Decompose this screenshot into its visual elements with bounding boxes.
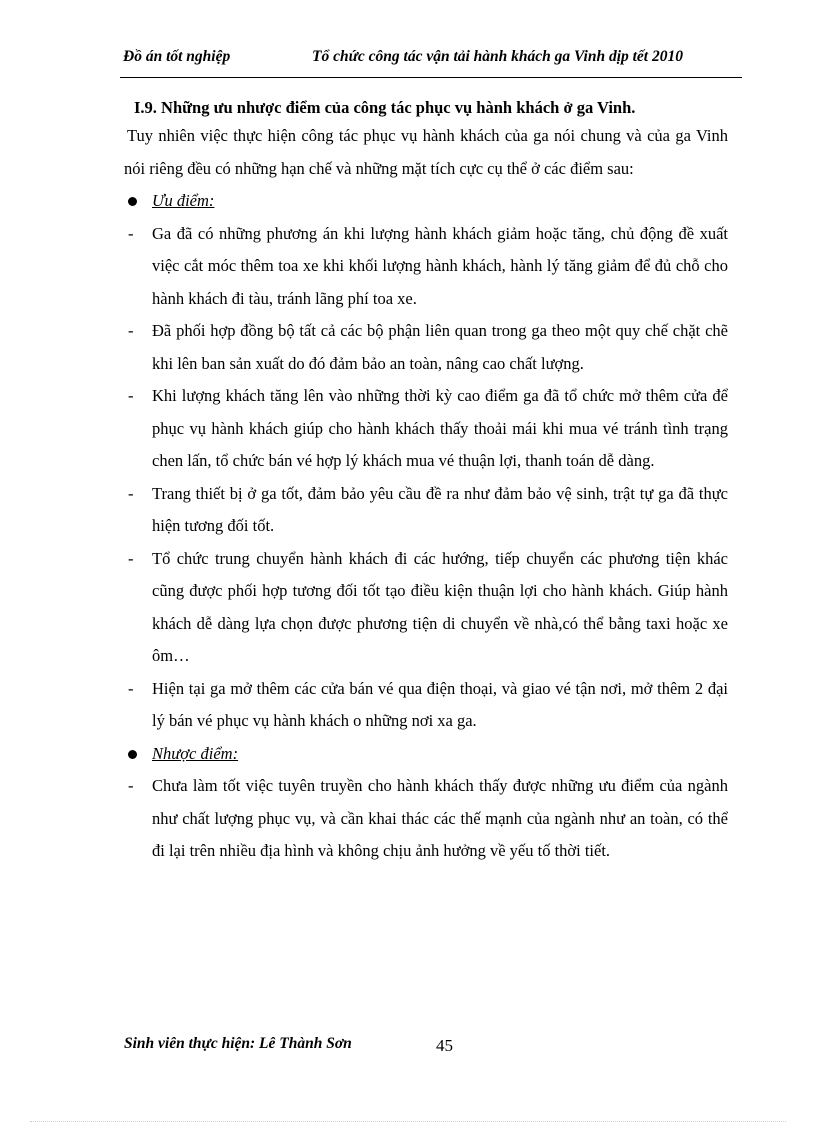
- advantage-item: [124, 673, 728, 738]
- advantage-text: Hiện tại ga mở thêm các cửa bán vé qua điện thoại, và giao vé tận nơi, mở thêm 2 đại lý bán vé phục vụ hành khách o những nơi xa ga.: [152, 678, 728, 730]
- dash-marker: -: [128, 321, 134, 340]
- disadvantage-item: [124, 770, 728, 868]
- advantage-text: Ga đã có những phương án khi lượng hành khách giảm hoặc tăng, chủ động đề xuất việc cắt móc thêm toa xe khi khối lượng hành khách, hành lý tăng giảm để đủ chỗ cho hành khách đi tàu, tránh lãng phí toa xe.: [152, 223, 728, 308]
- dash-marker: -: [128, 223, 134, 243]
- advantages-heading: [124, 185, 728, 218]
- page-bottom-divider: [30, 1121, 786, 1122]
- intro-paragraph: Tuy nhiên việc thực hiện công tác phục vụ hành khách của ga nói chung và của ga Vinh nói riêng đều có những hạn chế và những mặt tích cực cụ thể ở các điểm sau:: [124, 126, 728, 178]
- disadvantages-heading: [124, 738, 728, 771]
- advantages-label: Ưu điểm:: [152, 191, 215, 210]
- advantage-item: [124, 380, 728, 478]
- dash-marker: -: [128, 776, 134, 795]
- header-document-type: Đồ án tốt nghiệp: [123, 48, 231, 65]
- bullet-icon: [128, 750, 137, 759]
- advantage-item: [124, 218, 728, 316]
- advantage-text: Đã phối hợp đồng bộ tất cả các bộ phận liên quan trong ga theo một quy chế chặt chẽ khi lên ban sản xuất do đó đảm bảo an toàn, nâng cao chất lượng.: [152, 321, 728, 373]
- advantage-text: Trang thiết bị ở ga tốt, đảm bảo yêu cầu đề ra như đảm bảo vệ sinh, trật tự ga đã thực hiện tương đối tốt.: [152, 483, 728, 535]
- header-divider: [120, 77, 742, 78]
- page-header: [123, 48, 743, 70]
- disadvantage-text: Chưa làm tốt việc tuyên truyền cho hành khách thấy được những ưu điểm của ngành như chất lượng phục vụ, và cần khai thác các thế mạnh của ngành như an toàn, có thể đi lại trên nhiều địa hình và không chịu ảnh hưởng về yếu tố thời tiết.: [152, 776, 728, 860]
- advantage-text: Tổ chức trung chuyển hành khách đi các hướng, tiếp chuyển các phương tiện khác cũng được phối hợp tương đối tốt tạo điều kiện thuận lợi cho hành khách. Giúp hành khách dễ dàng lựa chọn được phương tiện di chuyển về nhà,có thể bằng taxi hoặc xe ôm…: [152, 548, 728, 665]
- dash-marker: -: [128, 678, 134, 698]
- footer-author: Sinh viên thực hiện: Lê Thành Sơn: [124, 1035, 352, 1052]
- dash-marker: -: [128, 386, 134, 405]
- advantage-item: [124, 315, 728, 380]
- dash-marker: -: [128, 483, 134, 503]
- header-document-title: Tổ chức công tác vận tải hành khách ga Vinh dịp tết 2010: [312, 48, 683, 65]
- advantage-item: [124, 478, 728, 543]
- advantage-text: Khi lượng khách tăng lên vào những thời kỳ cao điểm ga đã tổ chức mở thêm cửa để phục vụ hành khách giúp cho hành khách thấy thoải mái khi mua vé tránh tình trạng chen lấn, tổ chức bán vé hợp lý khách mua vé thuận lợi, thanh toán dễ dàng.: [152, 386, 728, 470]
- page-number: 45: [436, 1036, 453, 1055]
- bullet-icon: [128, 197, 137, 206]
- advantage-item: [124, 543, 728, 673]
- disadvantages-label: Nhược điểm:: [152, 743, 239, 763]
- section-heading: I.9. Những ưu nhược điểm của công tác phục vụ hành khách ở ga Vinh.: [134, 98, 636, 117]
- dash-marker: -: [128, 548, 134, 568]
- page-body: [124, 96, 728, 868]
